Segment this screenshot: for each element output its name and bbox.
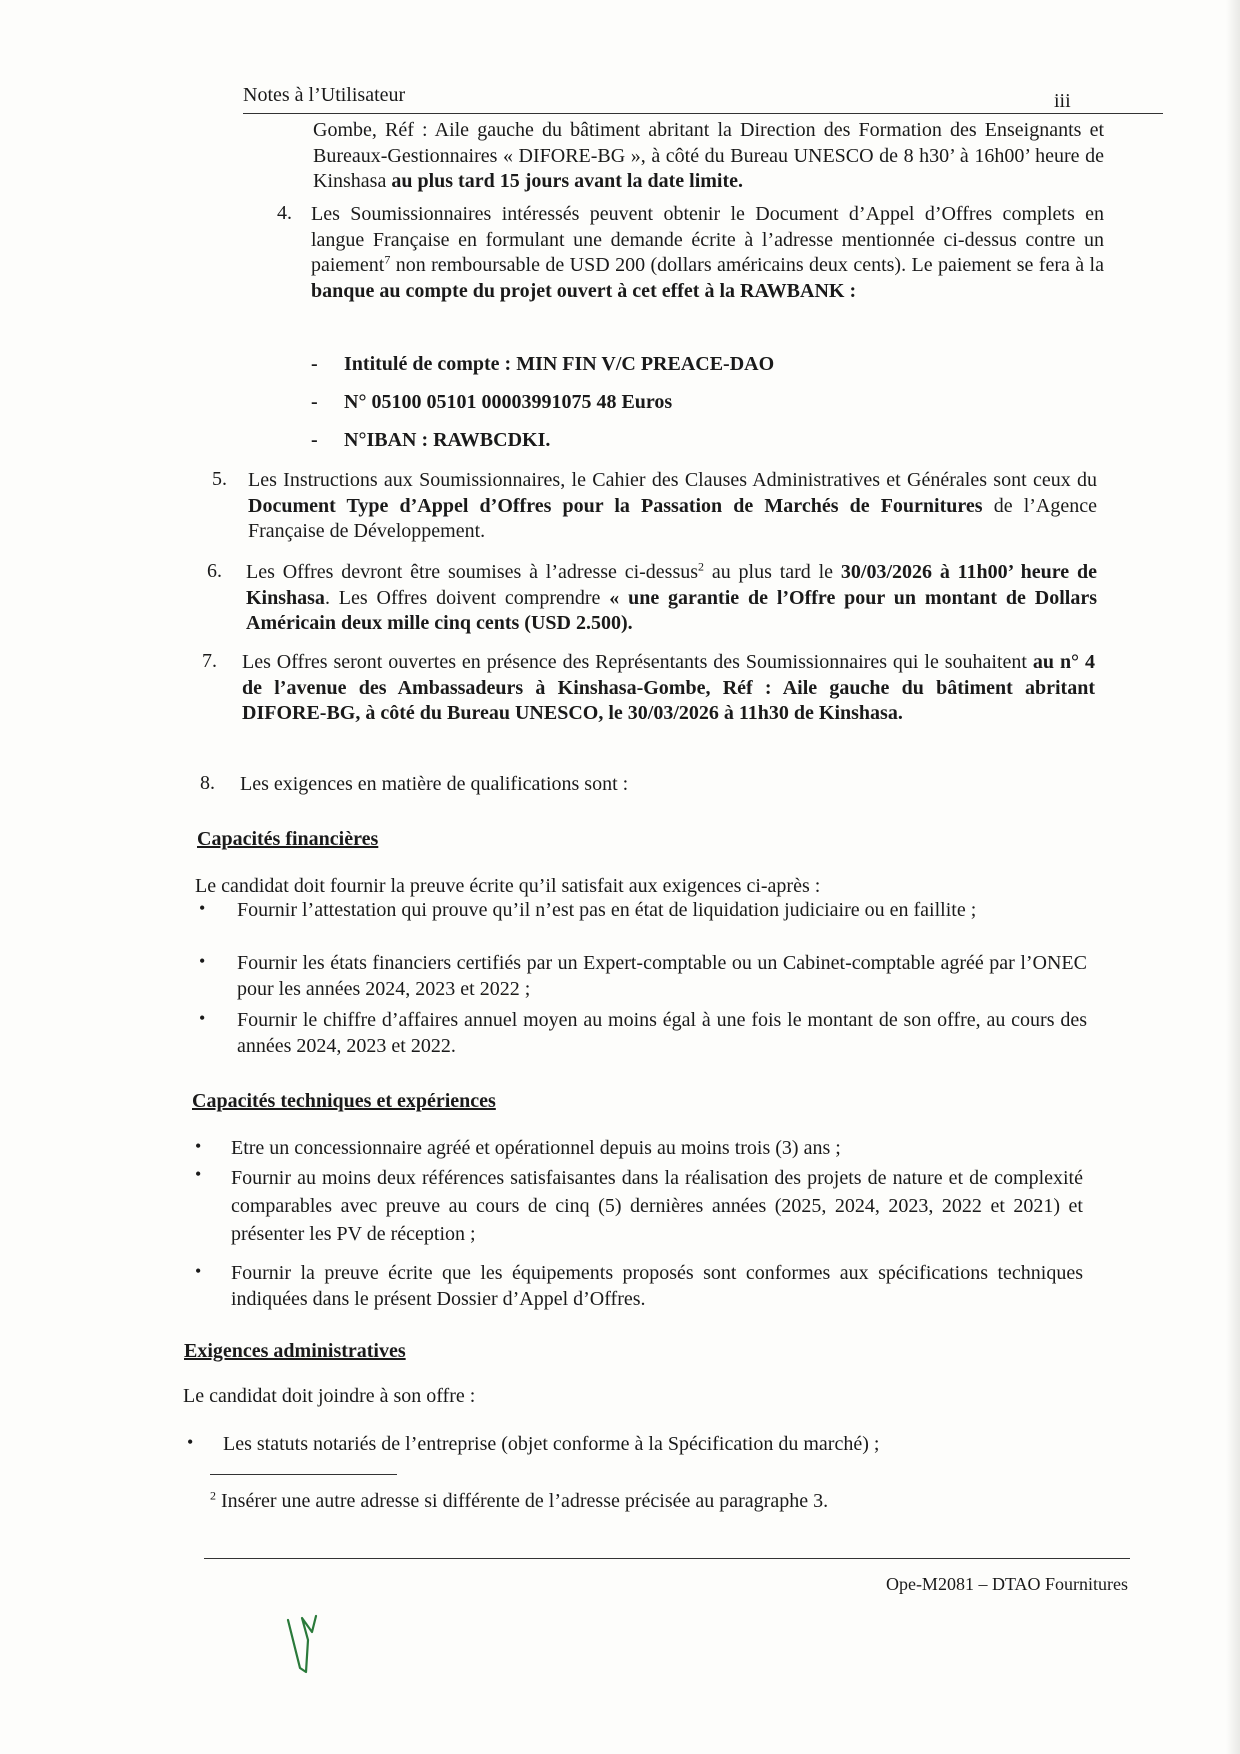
bullet-icon: • (195, 1164, 202, 1184)
initials-signature (282, 1610, 322, 1680)
bullet-icon: • (195, 1261, 202, 1281)
bank-account-number: - N° 05100 05101 00003991075 48 Euros (311, 391, 673, 413)
item-7-text: Les Offres seront ouvertes en présence des Représentants des Soumissionnaires qui le souhaitent au n° 4 de l’avenue des Ambassadeurs à Kinshasa-Gombe, Réf : Aile gauche du bâtiment abritant DIFORE-BG, à côté du Bureau UNESCO, le 30/03/2026 à 11h30 de Kinshasa. (242, 651, 1095, 724)
footnote-rule (210, 1474, 397, 1475)
bank-iban: - N°IBAN : RAWBCDKI. (311, 429, 551, 451)
header-title: Notes à l’Utilisateur (243, 84, 406, 106)
bullet-icon: • (199, 898, 206, 918)
list-item: Fournir les états financiers certifiés par un Expert-comptable ou un Cabinet-comptable agréé par l’ONEC pour les années 2024, 2023 et 2022 ; (237, 952, 1087, 1000)
admin-intro: Le candidat doit joindre à son offre : (183, 1385, 476, 1407)
list-item: Fournir au moins deux références satisfaisantes dans la réalisation des projets de nature et de complexité comparables avec preuve au cours de cinq (5) dernières années (2025, 2024, 2023, 2022 et 2021) et présenter les PV de réception ; (231, 1167, 1083, 1245)
list-item: Fournir la preuve écrite que les équipements proposés sont conformes aux spécifications techniques indiquées dans le présent Dossier d’Appel d’Offres. (231, 1262, 1083, 1310)
financial-intro: Le candidat doit fournir la preuve écrite qu’il satisfait aux exigences ci-après : (195, 875, 821, 897)
list-item: Etre un concessionnaire agréé et opérationnel depuis au moins trois (3) ans ; (231, 1137, 841, 1159)
footer-reference: Ope-M2081 – DTAO Fournitures (885, 1574, 1128, 1594)
item-4-number: 4. (277, 202, 292, 224)
scan-edge-shadow (1226, 0, 1240, 1754)
heading-technical: Capacités techniques et expériences (192, 1090, 496, 1112)
bank-account-name: - Intitulé de compte : MIN FIN V/C PREACE-DAO (311, 353, 775, 375)
footnote: $^2$ Insérer une autre adresse si différente de l’adresse précisée au paragraphe 3. (210, 1488, 829, 1512)
paragraph-3-continuation: Gombe, Réf : Aile gauche du bâtiment abritant la Direction des Formation des Enseignants et Bureaux-Gestionnaires « DIFORE-BG », à côté du Bureau UNESCO de 8 h30’ à 16h00’ heure de Kinshasa au plus tard 15 jours avant la date limite. (313, 119, 1104, 192)
heading-administrative: Exigences administratives (184, 1340, 406, 1362)
admin-list (183, 1432, 1083, 1458)
header-rule (243, 113, 1163, 114)
item-8-text: Les exigences en matière de qualifications sont : (240, 773, 629, 795)
list-item: Fournir l’attestation qui prouve qu’il n’est pas en état de liquidation judiciaire ou en faillite ; (237, 899, 977, 921)
bullet-icon: • (187, 1432, 194, 1452)
item-5-text: Les Instructions aux Soumissionnaires, le Cahier des Clauses Administratives et Générales sont ceux du Document Type d’Appel d’Offres pour la Passation de Marchés de Fournitures de l’Agence Française de Développement. (248, 469, 1097, 542)
bullet-icon: • (199, 951, 206, 971)
heading-financial: Capacités financières (197, 828, 379, 850)
bullet-icon: • (199, 1008, 206, 1028)
footer-rule (204, 1558, 1130, 1559)
item-4-text: Les Soumissionnaires intéressés peuvent obtenir le Document d’Appel d’Offres complets en langue Française en formulant une demande écrite à l’adresse mentionnée ci-dessus contre un paiement$^7$ non remboursable de USD 200 (dollars américains deux cents). Le paiement se fera à la banque au compte du projet ouvert à cet effet à la RAWBANK : (311, 203, 1104, 302)
list-item: Les statuts notariés de l’entreprise (objet conforme à la Spécification du marché) ; (223, 1433, 880, 1455)
page-number: iii (1054, 90, 1071, 112)
item-7-number: 7. (202, 650, 217, 672)
list-item: Fournir le chiffre d’affaires annuel moyen au moins égal à une fois le montant de son offre, au cours des années 2024, 2023 et 2022. (237, 1009, 1087, 1057)
item-8-number: 8. (200, 772, 215, 794)
item-6-number: 6. (207, 560, 222, 582)
item-5-number: 5. (212, 468, 227, 490)
item-6-text: Les Offres devront être soumises à l’adresse ci-dessus$^2$ au plus tard le 30/03/2026 à 11h00’ heure de Kinshasa. Les Offres doivent comprendre « une garantie de l’Offre pour un montant de Dollars Américain deux mille cinq cents (USD 2.500). (246, 559, 1097, 634)
bullet-icon: • (195, 1136, 202, 1156)
